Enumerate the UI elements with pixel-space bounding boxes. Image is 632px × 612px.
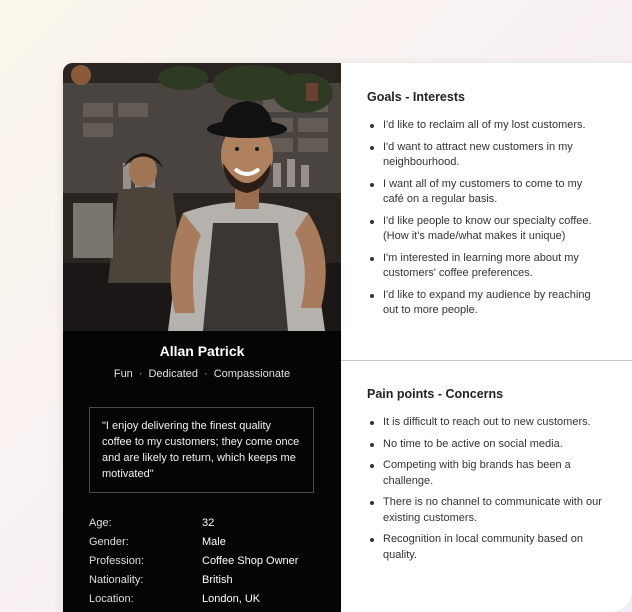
detail-row-profession [89,555,329,574]
pain-points-section [341,360,632,612]
barista-photo-illustration [63,63,341,331]
list-item: It is difficult to reach out to new customers. [367,415,603,431]
goals-list [367,118,603,325]
list-item: Recognition in local community based on quality. [367,532,603,563]
detail-value: British [202,574,233,586]
persona-profile-panel [63,63,341,612]
persona-quote: "I enjoy delivering the finest quality coffee to my customers; they come once and are likely to return, which keeps me motivated" [89,407,314,493]
detail-row-location [89,593,329,612]
detail-value: 32 [202,517,215,529]
list-item: I'd like to expand my audience by reaching out to more people. [367,288,603,319]
pain-points-list [367,415,603,569]
list-item: Competing with big brands has been a challenge. [367,458,603,489]
list-item: No time to be active on social media. [367,437,603,453]
separator-dot: · [138,368,143,380]
persona-info-panel [341,63,632,612]
detail-label: Location: [89,593,134,605]
list-item: There is no channel to communicate with our existing customers. [367,495,603,526]
detail-row-nationality [89,574,329,593]
list-item: I'd like people to know our specialty coffee. (How it's made/what makes it unique) [367,214,603,245]
goals-section [341,63,632,360]
detail-value: Male [202,536,226,548]
trait: Fun [113,368,133,380]
detail-label: Age: [89,517,112,529]
detail-label: Profession: [89,555,145,567]
persona-details [89,517,329,612]
trait: Dedicated [148,368,199,380]
detail-label: Nationality: [89,574,144,586]
list-item: I want all of my customers to come to my café on a regular basis. [367,177,603,208]
list-item: I'm interested in learning more about my customers' coffee preferences. [367,251,603,282]
detail-value: Coffee Shop Owner [202,555,299,567]
persona-photo [63,63,341,331]
persona-card [63,63,632,612]
detail-label: Gender: [89,536,129,548]
pain-points-title: Pain points - Concerns [367,387,504,401]
goals-title: Goals - Interests [367,90,465,104]
detail-value: London, UK [202,593,261,605]
persona-traits [63,368,341,380]
detail-row-age [89,517,329,536]
detail-row-gender [89,536,329,555]
separator-dot: · [204,368,208,380]
list-item: I'd like to reclaim all of my lost customers. [367,118,603,134]
persona-name: Allan Patrick [159,343,245,359]
list-item: I'd want to attract new customers in my neighbourhood. [367,140,603,171]
trait: Compassionate [213,368,291,380]
